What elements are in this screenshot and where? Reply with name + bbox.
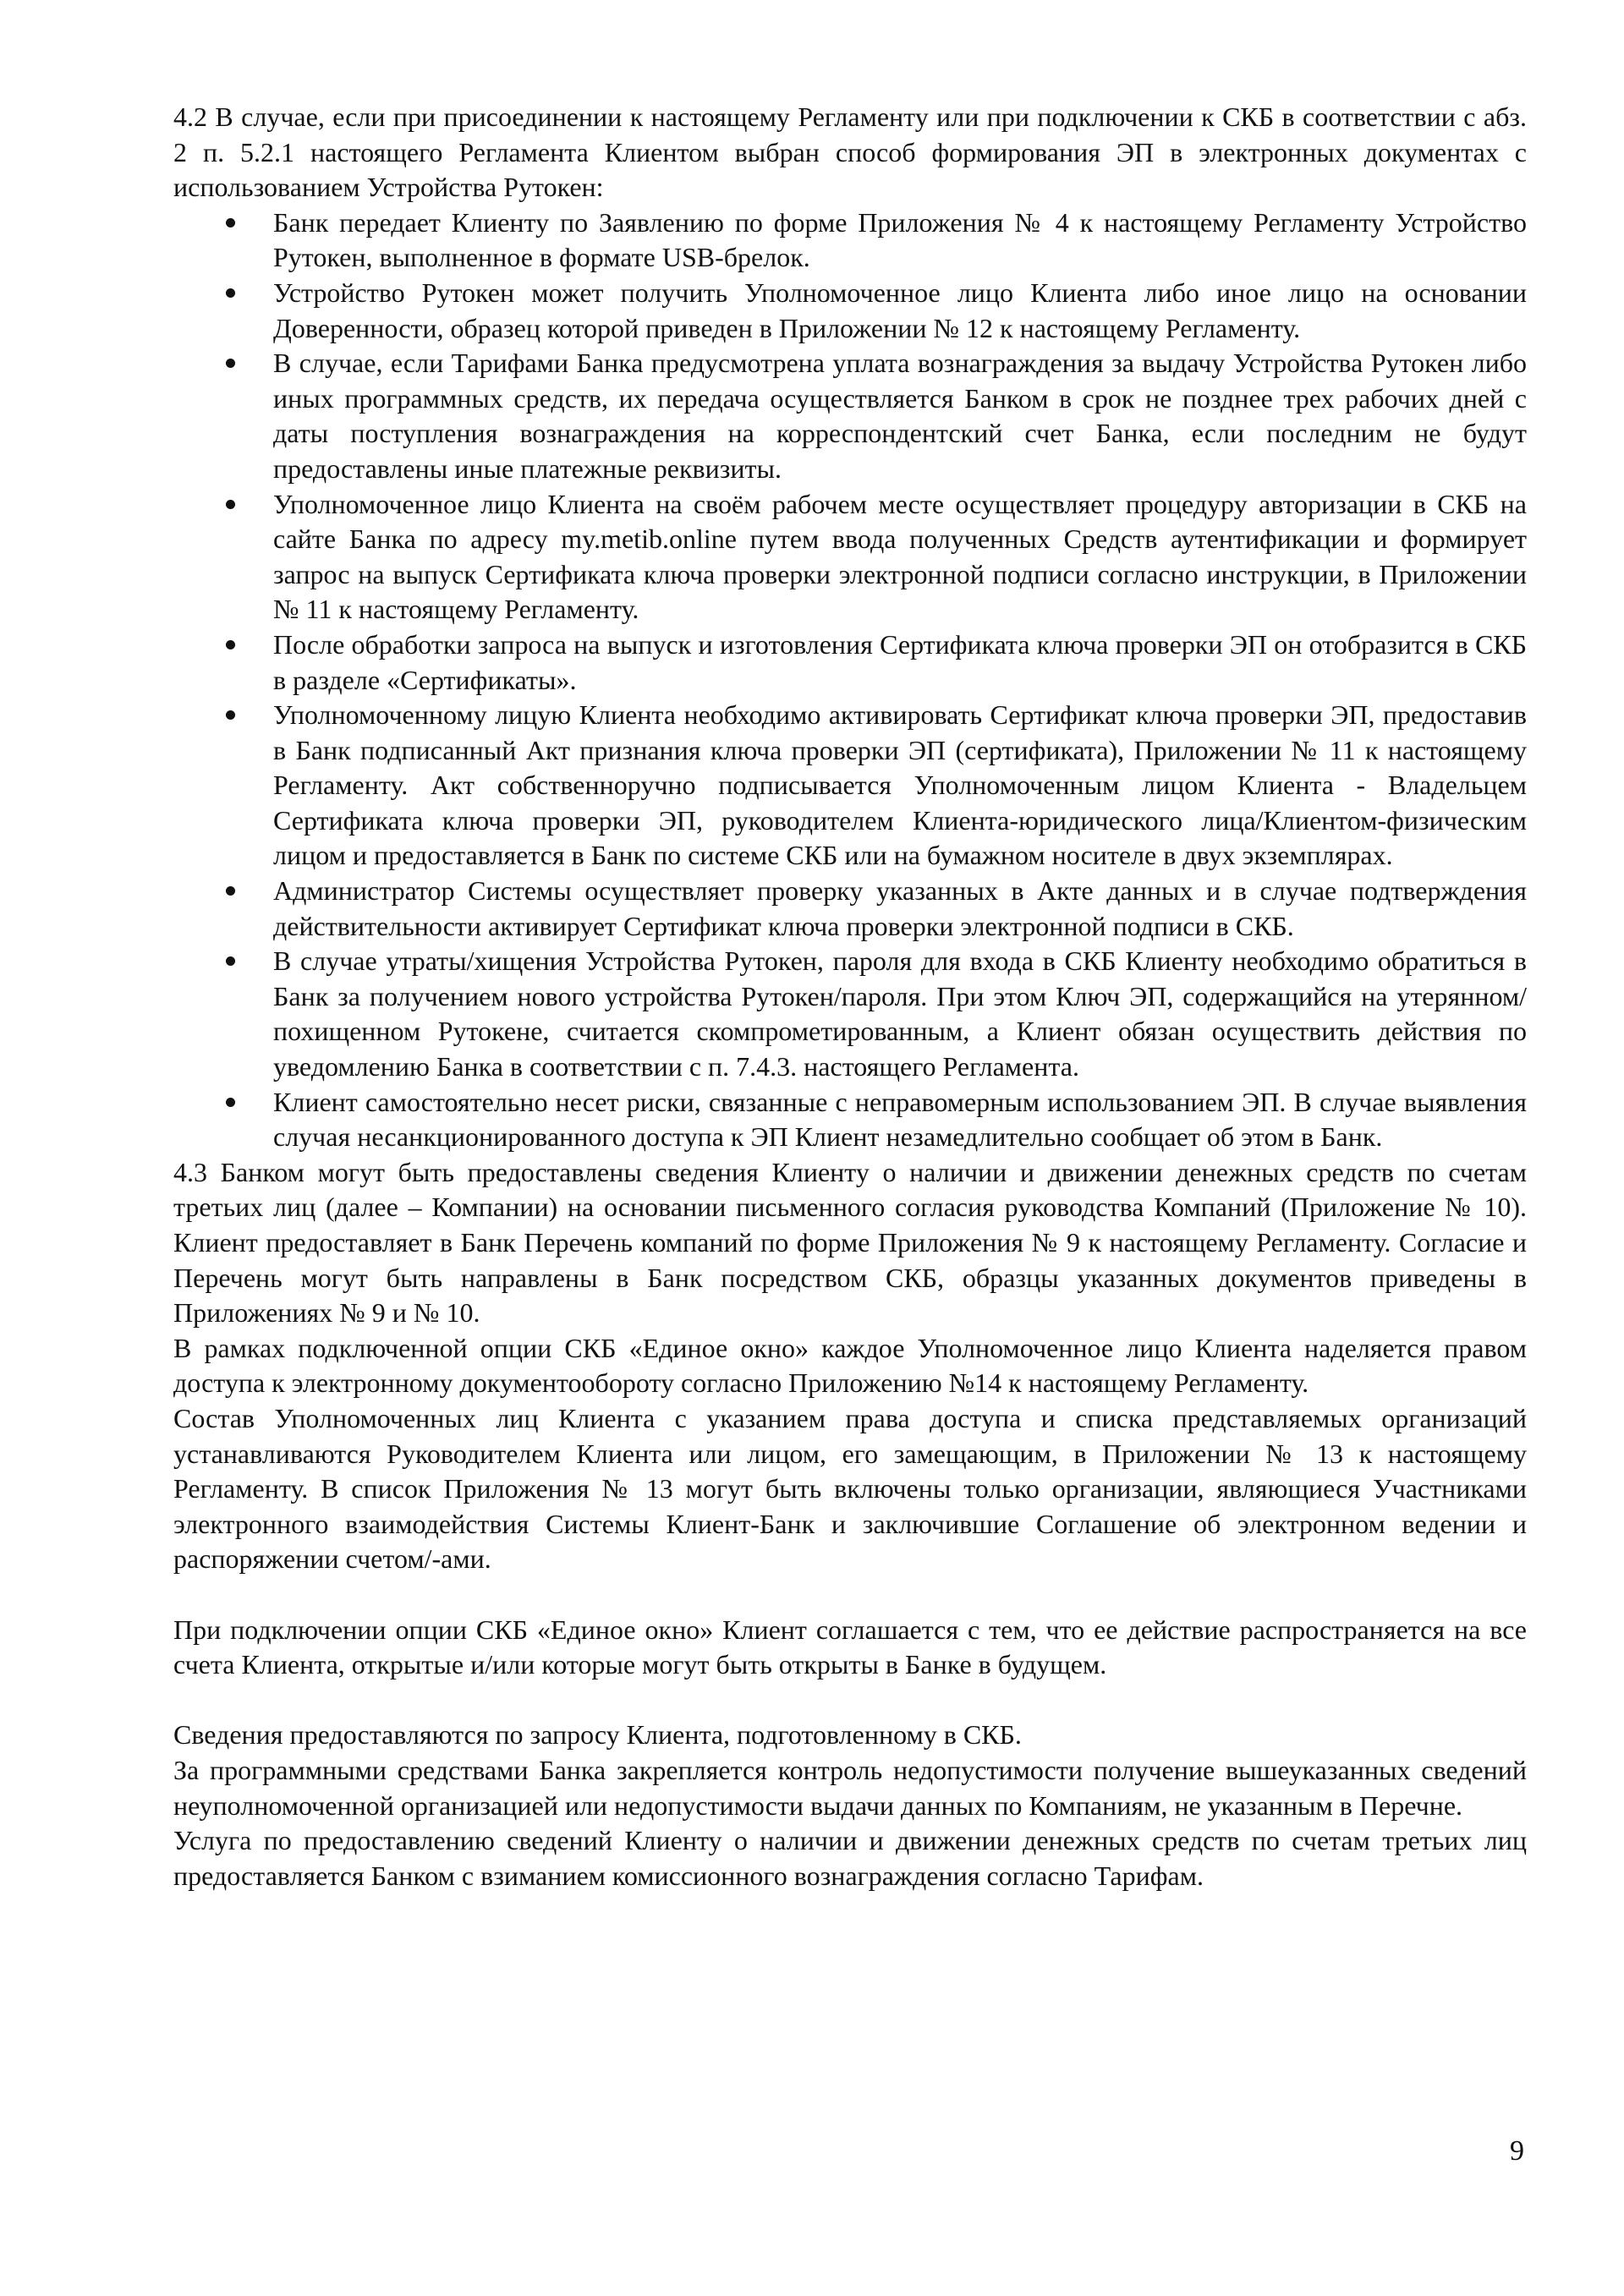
bullet-icon: [226, 1098, 235, 1107]
bullet-icon: [226, 500, 235, 509]
bullet-icon: [226, 359, 235, 368]
bullet-icon: [226, 956, 235, 966]
bullet-text: В случае, если Тарифами Банка предусмотрена уплата вознаграждения за выдачу Устройства Рутокен либо иных программных средств, их передача осуществляется Банком в срок не позднее трех рабочих дней с даты поступления вознаграждения на корреспондентский счет Банка, если последним не будут предоставлены иные платежные реквизиты.: [273, 348, 1527, 484]
single-window-access-paragraph: В рамках подключенной опции СКБ «Единое окно» каждое Уполномоченное лицо Клиента наделяется правом доступа к электронному документообороту согласно Приложению №14 к настоящему Регламенту.: [173, 1332, 1527, 1399]
bullet-item: [173, 487, 1527, 627]
bullet-item: [173, 874, 1527, 944]
single-window-scope-paragraph: При подключении опции СКБ «Единое окно» Клиент соглашается с тем, что ее действие распространяется на все счета Клиента, открытые и/или которые могут быть открыты в Банке в будущем.: [173, 1614, 1527, 1680]
bullet-item: [173, 627, 1527, 698]
bullet-text: Уполномоченное лицо Клиента на своём рабочем месте осуществляет процедуру авторизации в СКБ на сайте Банка по адресу my.metib.online путем ввода полученных Средств аутентификации и формирует запрос на выпуск Сертификата ключа проверки электронной подписи согласно инструкции, в Приложении № 11 к настоящему Регламенту.: [273, 488, 1527, 625]
document-page: [173, 100, 1527, 1893]
bullet-item: [173, 276, 1527, 346]
bullet-icon: [226, 218, 235, 227]
bullet-item: [173, 944, 1527, 1084]
authorized-persons-paragraph: Состав Уполномоченных лиц Клиента с указанием права доступа и списка представляемых организаций устанавливаются Руководителем Клиента или лицом, его замещающим, в Приложении № 13 к настоящему Регламенту. В список Приложения № 13 могут быть включены только организации, являющиеся Участниками электронного взаимодействия Системы Клиент-Банк и заключившие Соглашение об электронном ведении и распоряжении счетом/-ами.: [173, 1402, 1527, 1575]
bullet-text: Устройство Рутокен может получить Уполномоченное лицо Клиента либо иное лицо на основании Доверенности, образец которой приведен в Приложении № 12 к настоящему Регламенту.: [273, 277, 1527, 343]
bullet-text: Уполномоченному лицую Клиента необходимо активировать Сертификат ключа проверки ЭП, предоставив в Банк подписанный Акт признания ключа проверки ЭП (сертификата), Приложении № 11 к настоящему Регламенту. Акт собственноручно подписывается Уполномоченным лицом Клиента - Владельцем Сертификата ключа проверки ЭП, руководителем Клиента-юридического лица/Клиентом-физическим лицом и предоставляется в Банк по системе СКБ или на бумажном носителе в двух экземплярах.: [273, 699, 1527, 871]
bullet-text: Клиент самостоятельно несет риски, связанные с неправомерным использованием ЭП. В случае выявления случая несанкционированного доступа к ЭП Клиент незамедлительно сообщает об этом в Банк.: [273, 1086, 1527, 1153]
bullet-text: Администратор Системы осуществляет проверку указанных в Акте данных и в случае подтверждения действительности активирует Сертификат ключа проверки электронной подписи в СКБ.: [273, 875, 1527, 941]
bullet-text: В случае утраты/хищения Устройства Рутокен, пароля для входа в СКБ Клиенту необходимо обратиться в Банк за получением нового устройства Рутокен/пароля. При этом Ключ ЭП, содержащийся на утерянном/похищенном Рутокене, считается скомпрометированным, а Клиент обязан осуществить действия по уведомлению Банка в соответствии с п. 7.4.3. настоящего Регламента.: [273, 945, 1527, 1082]
bullet-icon: [226, 886, 235, 896]
section-4-3-paragraph: 4.3 Банком могут быть предоставлены сведения Клиенту о наличии и движении денежных средств по счетам третьих лиц (далее – Компании) на основании письменного согласия руководства Компаний (Приложение № 10). Клиент предоставляет в Банк Перечень компаний по форме Приложения № 9 к настоящему Регламенту. Согласие и Перечень могут быть направлены в Банк посредством СКБ, образцы указанных документов приведены в Приложениях № 9 и № 10.: [173, 1156, 1527, 1329]
bullet-icon: [226, 288, 235, 298]
request-paragraph: Сведения предоставляются по запросу Клиента, подготовленному в СКБ.: [173, 1719, 1022, 1751]
bullet-text: Банк передает Клиенту по Заявлению по форме Приложения № 4 к настоящему Регламенту Устройство Рутокен, выполненное в формате USB-брелок.: [273, 206, 1527, 273]
page-number: 9: [1510, 2135, 1524, 2167]
bullet-text: После обработки запроса на выпуск и изготовления Сертификата ключа проверки ЭП он отобразится в СКБ в разделе «Сертификаты».: [273, 628, 1527, 695]
bullet-icon: [226, 640, 235, 649]
bullet-item: [173, 1085, 1527, 1155]
bullet-item: [173, 698, 1527, 874]
bullet-icon: [226, 710, 235, 720]
control-paragraph: За программными средствами Банка закрепляется контроль недопустимости получение вышеуказанных сведений неуполномоченной организацией или недопустимости выдачи данных по Компаниям, не указанным в Перечне.: [173, 1754, 1527, 1821]
service-fee-paragraph: Услуга по предоставлению сведений Клиенту о наличии и движении денежных средств по счетам третьих лиц предоставляется Банком с взиманием комиссионного вознаграждения согласно Тарифам.: [173, 1825, 1527, 1891]
rutoken-bullet-list: [173, 205, 1527, 1155]
bullet-item: [173, 205, 1527, 276]
paragraph-spacer: [173, 1577, 1527, 1613]
section-4-2-intro: 4.2 В случае, если при присоединении к настоящему Регламенту или при подключении к СКБ в соответствии с абз. 2 п. 5.2.1 настоящего Регламента Клиентом выбран способ формирования ЭП в электронных документах с использованием Устройства Рутокен:: [173, 101, 1527, 203]
paragraph-spacer: [173, 1683, 1527, 1718]
bullet-item: [173, 346, 1527, 486]
